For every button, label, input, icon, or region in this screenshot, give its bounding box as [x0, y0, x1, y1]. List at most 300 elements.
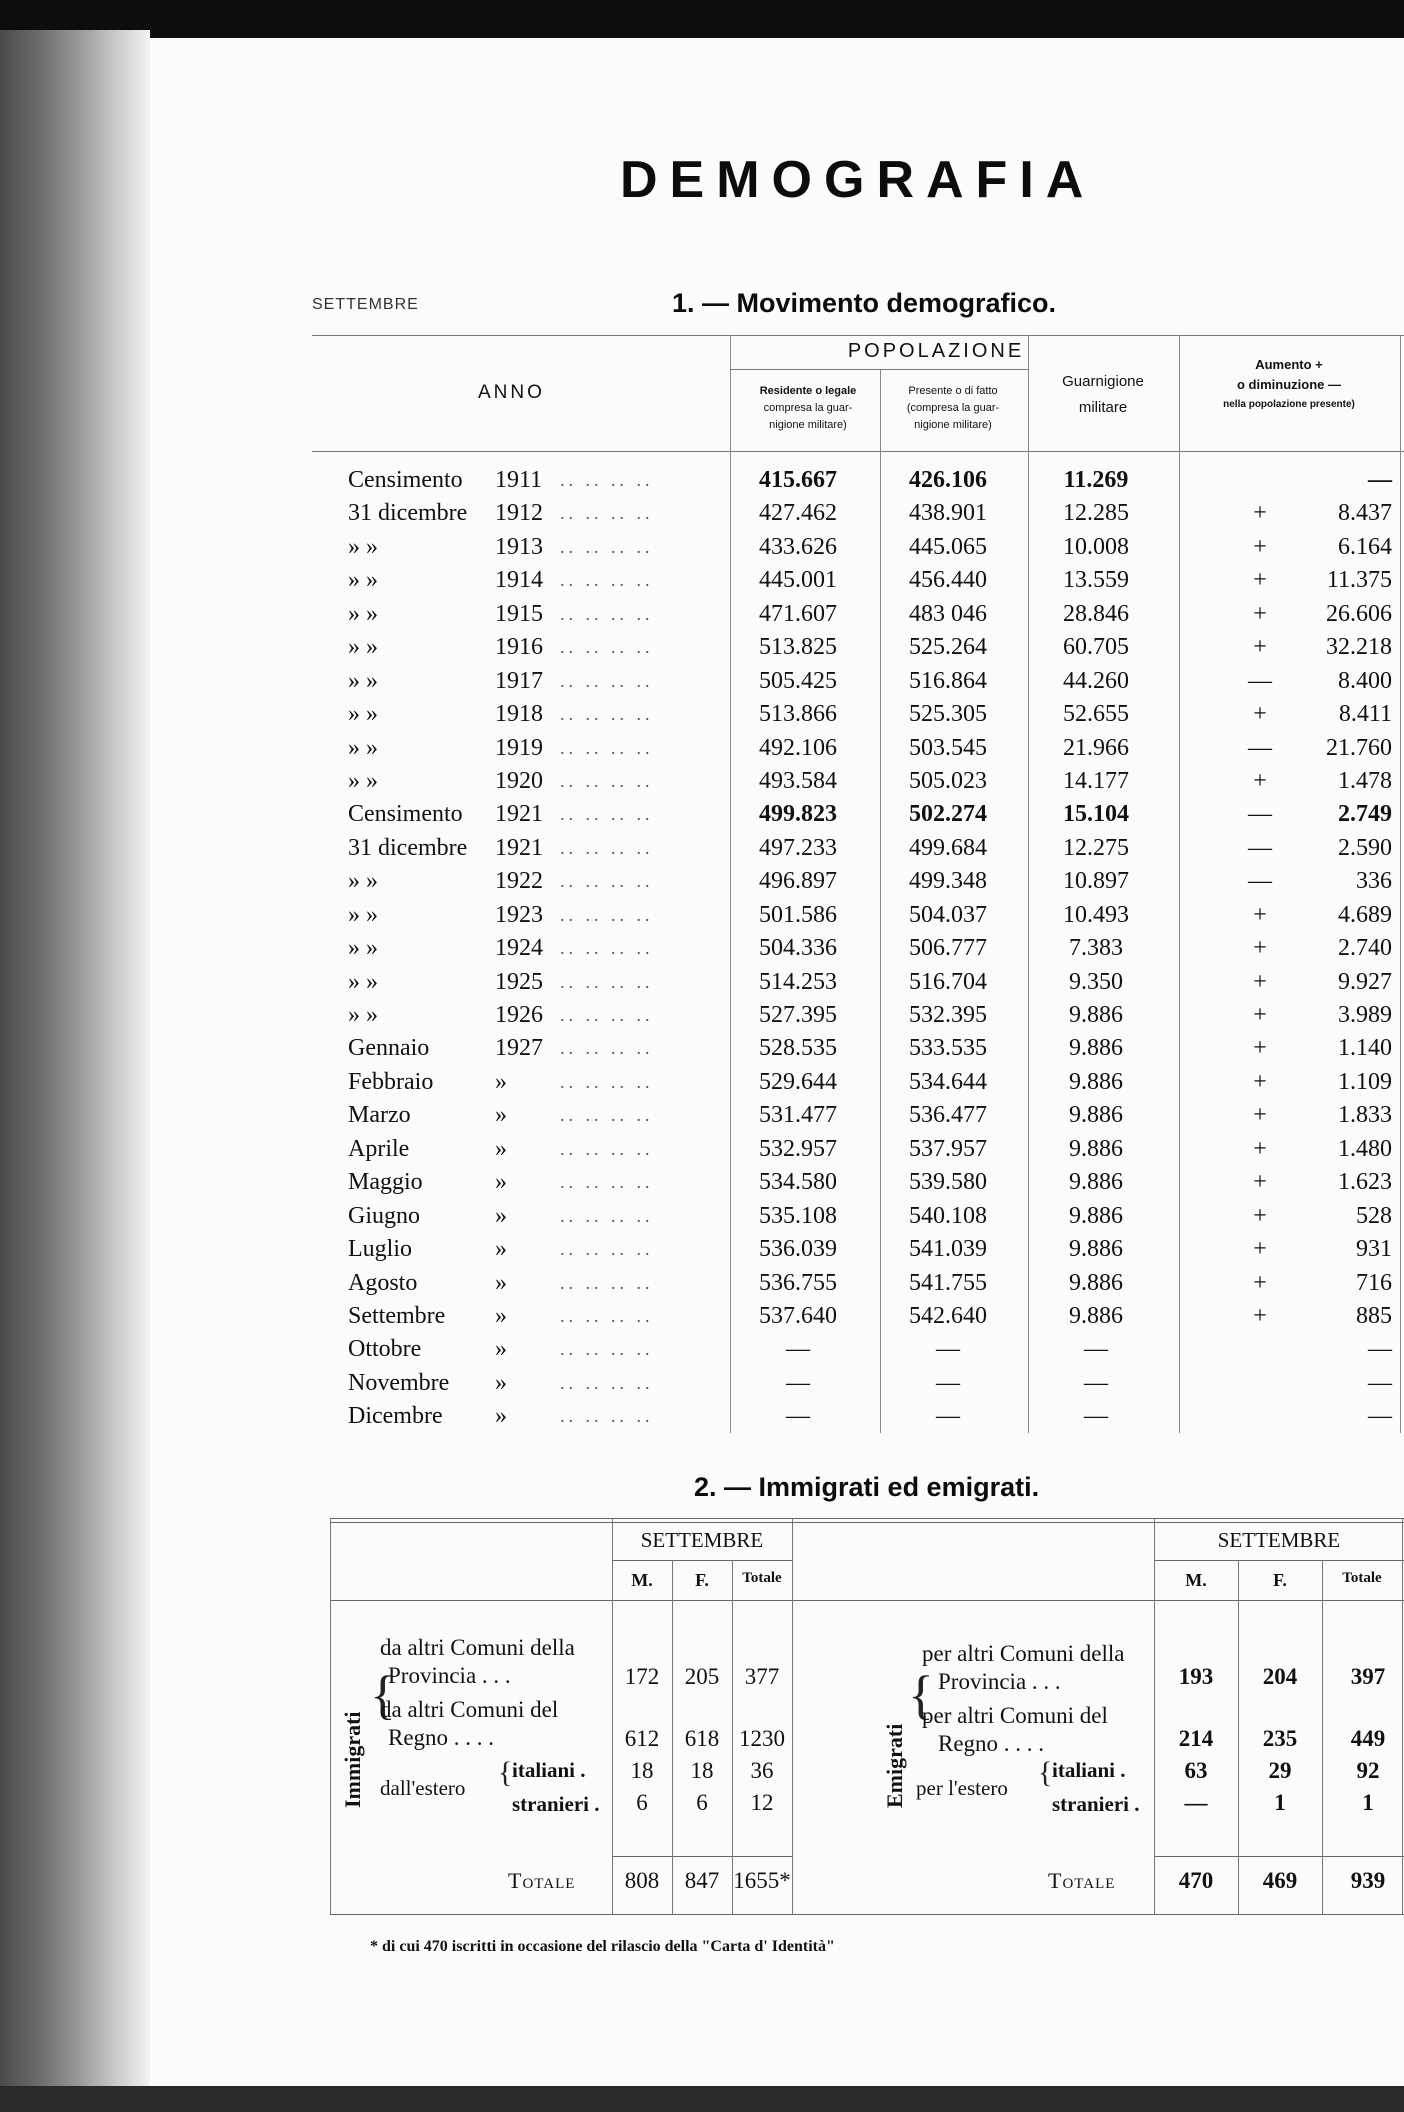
emigrati-stranieri-m: — — [1184, 1790, 1208, 1815]
table-row — [312, 1400, 1404, 1433]
row-residente: — — [786, 1403, 810, 1430]
row-year: 1916 — [495, 634, 543, 661]
immigrati-estero-label: dall'estero — [380, 1776, 466, 1800]
row-residente: 514.253 — [759, 968, 837, 995]
row-guarnigione: 9.886 — [1069, 1202, 1123, 1229]
row-sign: + — [1253, 500, 1267, 527]
row-variazione: 8.411 — [1338, 701, 1392, 728]
immigrati-row1-f: 205 — [684, 1664, 720, 1689]
emigrati-totale-f: 469 — [1262, 1868, 1298, 1893]
immigrati-totale-label: Totale — [508, 1868, 576, 1893]
row-label: 31 dicembre — [348, 834, 468, 861]
row-residente: 535.108 — [759, 1202, 837, 1229]
section1-title: 1. — Movimento demografico. — [672, 288, 1057, 318]
row-residente: 499.823 — [759, 801, 837, 828]
immigrati-row1-label-1: da altri Comuni della — [380, 1635, 575, 1660]
table-row — [312, 497, 1404, 530]
row-sign: + — [1253, 1302, 1267, 1329]
row-variazione: — — [1368, 467, 1392, 493]
t2-rule-header-bottom — [330, 1600, 1404, 1601]
row-residente: 493.584 — [759, 767, 837, 794]
row-leader-dots: .. .. .. .. — [560, 536, 654, 557]
header-presente-line1: Presente o di fatto — [908, 385, 998, 397]
section2-title: 2. — Immigrati ed emigrati. — [694, 1472, 1040, 1502]
row-year: 1926 — [495, 1002, 543, 1028]
row-sign: + — [1253, 1202, 1267, 1229]
emigrati-row2-tot: 449 — [1350, 1726, 1386, 1751]
row-residente: — — [786, 1336, 810, 1363]
immigrati-emigrati-table — [312, 1518, 1404, 1918]
row-label: Censimento — [348, 467, 463, 493]
row-year: 1920 — [495, 767, 543, 794]
emigrati-row1-tot: 397 — [1350, 1664, 1386, 1689]
table-row — [312, 1200, 1404, 1233]
row-leader-dots: .. .. .. .. — [560, 1339, 654, 1360]
row-leader-dots: .. .. .. .. — [560, 770, 654, 791]
row-residente: 497.233 — [759, 834, 837, 861]
row-residente: 527.395 — [759, 1002, 837, 1028]
emigrati-italiani-label: italiani . — [1052, 1758, 1126, 1782]
row-label: Febbraio — [348, 1068, 434, 1095]
row-presente: 533.535 — [909, 1035, 987, 1062]
row-sign: — — [1248, 868, 1272, 895]
header-rule-bottom — [312, 451, 1404, 452]
row-year: 1914 — [495, 567, 543, 594]
page-title: DEMOGRAFIA — [620, 151, 1096, 209]
row-guarnigione: 14.177 — [1063, 767, 1129, 794]
row-variazione: 8.437 — [1338, 500, 1392, 527]
immigrati-totale-f: 847 — [684, 1868, 720, 1893]
row-year: 1924 — [495, 935, 543, 962]
t2-vline-5 — [792, 1518, 793, 1914]
row-variazione: — — [1368, 1369, 1392, 1396]
row-variazione: 8.400 — [1338, 667, 1392, 694]
immigrati-totale-tot: 1655* — [733, 1868, 791, 1893]
row-year: 1919 — [495, 734, 543, 761]
row-label: » » — [348, 667, 378, 694]
row-guarnigione: — — [1084, 1336, 1108, 1363]
row-label: Censimento — [348, 801, 463, 828]
row-residente: 534.580 — [759, 1169, 837, 1196]
row-year: 1913 — [495, 533, 543, 560]
row-variazione: 931 — [1356, 1236, 1392, 1263]
row-leader-dots: .. .. .. .. — [560, 670, 654, 691]
immigrati-italiani-f: 18 — [690, 1758, 714, 1783]
row-presente: — — [936, 1403, 960, 1430]
row-guarnigione: 52.655 — [1063, 701, 1129, 728]
header-aumento-line3: nella popolazione presente) — [1223, 399, 1355, 410]
row-presente: 534.644 — [909, 1068, 987, 1095]
table-row — [312, 932, 1404, 965]
immigrati-brace-icon: { — [370, 1665, 396, 1725]
row-variazione: 336 — [1356, 868, 1392, 895]
row-presente: 540.108 — [909, 1202, 987, 1229]
immigrati-row2-tot: 1230 — [739, 1726, 785, 1751]
immigrati-month: SETTEMBRE — [640, 1528, 764, 1552]
row-leader-dots: .. .. .. .. — [560, 1005, 654, 1025]
row-leader-dots: .. .. .. .. — [560, 1038, 654, 1059]
row-label: » » — [348, 1002, 378, 1028]
row-leader-dots: .. .. .. .. — [560, 1239, 654, 1260]
row-presente: 438.901 — [909, 500, 987, 527]
emigrati-group-label: Emigrati — [882, 1723, 907, 1808]
immigrati-group-label: Immigrati — [340, 1711, 365, 1808]
header-presente-line3: nigione militare) — [914, 419, 992, 431]
row-leader-dots: .. .. .. .. — [560, 704, 654, 725]
t2-rule-top-double — [330, 1522, 1404, 1523]
header-guarnigione-line1: Guarnigione — [1062, 373, 1144, 390]
row-residente: 505.425 — [759, 667, 837, 694]
row-guarnigione: 9.886 — [1069, 1102, 1123, 1129]
table-row — [312, 598, 1404, 631]
month-label: SETTEMBRE — [312, 296, 419, 313]
row-label: Dicembre — [348, 1403, 443, 1430]
row-year: 1922 — [495, 868, 543, 895]
table-row — [312, 665, 1404, 698]
row-sign: + — [1253, 1169, 1267, 1196]
row-label: Novembre — [348, 1369, 450, 1396]
row-leader-dots: .. .. .. .. — [560, 1105, 654, 1126]
row-guarnigione: 44.260 — [1063, 667, 1129, 694]
row-year: 1911 — [495, 467, 543, 493]
table-row — [312, 966, 1404, 999]
immigrati-row2-label-1: da altri Comuni del — [380, 1697, 559, 1722]
row-residente: 513.866 — [759, 701, 837, 728]
table-row — [312, 464, 1404, 497]
row-label: » » — [348, 968, 378, 995]
table-body — [312, 464, 1404, 1434]
t2-vline-1 — [330, 1518, 331, 1914]
table-row — [312, 1032, 1404, 1065]
header-anno: ANNO — [478, 382, 545, 403]
row-presente: 426.106 — [909, 467, 987, 493]
table-row — [312, 631, 1404, 664]
row-label: Marzo — [348, 1102, 411, 1129]
row-guarnigione: 9.886 — [1069, 1302, 1123, 1329]
row-guarnigione: 12.285 — [1063, 500, 1129, 527]
emigrati-row2-f: 235 — [1262, 1726, 1298, 1751]
row-residente: 445.001 — [759, 567, 837, 594]
immigrati-col-f: F. — [695, 1570, 709, 1590]
immigrati-row1-tot: 377 — [744, 1664, 780, 1689]
row-presente: 516.704 — [909, 968, 987, 995]
row-year: 1917 — [495, 667, 543, 694]
table-row — [312, 564, 1404, 597]
row-year: 1923 — [495, 901, 543, 928]
emigrati-totale-label: Totale — [1048, 1868, 1116, 1893]
row-variazione: 528 — [1356, 1202, 1392, 1229]
row-sign: + — [1253, 1068, 1267, 1095]
row-presente: 483 046 — [909, 600, 987, 627]
row-variazione: 885 — [1356, 1302, 1392, 1329]
row-residente: 433.626 — [759, 533, 837, 560]
row-guarnigione: 9.886 — [1069, 1035, 1123, 1062]
immigrati-row1-m: 172 — [624, 1664, 660, 1689]
row-leader-dots: .. .. .. .. — [560, 1305, 654, 1326]
table-row — [312, 1367, 1404, 1400]
row-sign: + — [1253, 935, 1267, 962]
row-sign: + — [1253, 1035, 1267, 1062]
t2-rule-top — [330, 1518, 1404, 1519]
row-variazione: 21.760 — [1326, 734, 1392, 761]
t2-vline-7 — [1238, 1560, 1239, 1914]
t2-rule-month-left — [612, 1560, 792, 1561]
row-presente: 542.640 — [909, 1302, 987, 1329]
table-row — [312, 765, 1404, 798]
row-residente: 415.667 — [759, 467, 837, 493]
emigrati-stranieri-tot: 1 — [1362, 1790, 1374, 1815]
row-variazione: — — [1368, 1403, 1392, 1430]
row-sign: — — [1248, 734, 1272, 761]
row-label: » » — [348, 868, 378, 895]
header-residente — [730, 383, 886, 434]
emigrati-italiani-f: 29 — [1268, 1758, 1292, 1783]
table-row — [312, 1233, 1404, 1266]
header-guarnigione — [1028, 369, 1178, 421]
row-residente: 427.462 — [759, 500, 837, 527]
row-sign: + — [1253, 968, 1267, 995]
row-variazione: 1.140 — [1338, 1035, 1392, 1062]
row-leader-dots: .. .. .. .. — [560, 637, 654, 658]
row-variazione: 2.740 — [1338, 935, 1392, 962]
row-presente: 506.777 — [909, 935, 987, 962]
row-year: » — [495, 1269, 507, 1296]
row-leader-dots: .. .. .. .. — [560, 938, 654, 959]
immigrati-row2-m: 612 — [624, 1726, 660, 1751]
movimento-demografico-table — [312, 335, 1404, 1435]
row-year: 1912 — [495, 500, 543, 527]
table-row — [312, 999, 1404, 1032]
row-guarnigione: — — [1084, 1369, 1108, 1396]
row-label: Gennaio — [348, 1035, 430, 1062]
header-aumento-line2: o diminuzione — — [1237, 377, 1341, 392]
table-row — [312, 899, 1404, 932]
immigrati-totale-m: 808 — [624, 1868, 660, 1893]
header-presente-line2: (compresa la guar- — [906, 402, 1000, 414]
row-residente: 492.106 — [759, 734, 837, 761]
row-label: Ottobre — [348, 1336, 422, 1363]
scan-border-left — [0, 30, 150, 2112]
table-rule-top — [312, 335, 1404, 336]
row-presente: 499.348 — [909, 868, 987, 895]
row-guarnigione: 9.886 — [1069, 1135, 1123, 1162]
emigrati-stranieri-label: stranieri . — [1052, 1792, 1140, 1816]
row-guarnigione: 7.383 — [1069, 935, 1123, 962]
emigrati-col-m: M. — [1185, 1570, 1207, 1590]
row-variazione: — — [1368, 1336, 1392, 1363]
row-presente: 525.264 — [909, 634, 987, 661]
row-label: » » — [348, 935, 378, 962]
table-row — [312, 832, 1404, 865]
immigrati-row2-f: 618 — [684, 1726, 720, 1751]
row-label: » » — [348, 734, 378, 761]
row-label: » » — [348, 701, 378, 728]
row-sign: — — [1248, 667, 1272, 694]
table-row — [312, 865, 1404, 898]
emigrati-col-totale: Totale — [1342, 1570, 1382, 1586]
row-presente: 499.684 — [909, 834, 987, 861]
row-guarnigione: 10.008 — [1063, 533, 1129, 560]
row-presente: 541.755 — [909, 1269, 987, 1296]
table-row — [312, 1099, 1404, 1132]
row-sign: + — [1253, 701, 1267, 728]
row-sign: + — [1253, 1269, 1267, 1296]
row-leader-dots: .. .. .. .. — [560, 1138, 654, 1159]
header-aumento — [1179, 355, 1399, 415]
row-presente: 532.395 — [909, 1002, 987, 1028]
scan-border-bottom — [0, 2086, 1404, 2112]
popolazione-rule — [730, 369, 1028, 370]
emigrati-totale-m: 470 — [1178, 1868, 1214, 1893]
row-presente: 456.440 — [909, 567, 987, 594]
immigrati-stranieri-tot: 12 — [750, 1790, 774, 1815]
immigrati-row2-label-2: Regno . . . . — [388, 1725, 495, 1750]
emigrati-italiani-tot: 92 — [1356, 1758, 1380, 1783]
row-guarnigione: 9.886 — [1069, 1068, 1123, 1095]
immigrati-stranieri-m: 6 — [636, 1790, 648, 1815]
row-presente: 502.274 — [909, 801, 987, 828]
row-guarnigione: 13.559 — [1063, 567, 1129, 594]
table-row — [312, 1333, 1404, 1366]
row-residente: 471.607 — [759, 600, 837, 627]
table-row — [312, 1267, 1404, 1300]
row-variazione: 1.480 — [1338, 1135, 1392, 1162]
emigrati-col-f: F. — [1273, 1570, 1287, 1590]
emigrati-row1-f: 204 — [1262, 1664, 1298, 1689]
row-variazione: 1.109 — [1338, 1068, 1392, 1095]
row-variazione: 1.623 — [1338, 1169, 1392, 1196]
t2-rule-total-right — [1154, 1856, 1404, 1857]
header-presente — [880, 383, 1026, 434]
row-residente: 532.957 — [759, 1135, 837, 1162]
emigrati-row1-m: 193 — [1178, 1664, 1214, 1689]
table-row — [312, 531, 1404, 564]
row-year: 1915 — [495, 600, 543, 627]
row-leader-dots: .. .. .. .. — [560, 1406, 654, 1427]
row-guarnigione: 60.705 — [1063, 634, 1129, 661]
row-leader-dots: .. .. .. .. — [560, 737, 654, 758]
emigrati-row1-label-2: Provincia . . . — [938, 1669, 1061, 1694]
row-guarnigione: 9.350 — [1069, 968, 1123, 995]
row-year: » — [495, 1169, 507, 1196]
row-label: Maggio — [348, 1169, 423, 1196]
immigrati-italiani-tot: 36 — [750, 1758, 774, 1783]
row-leader-dots: .. .. .. .. — [560, 1071, 654, 1092]
row-guarnigione: 10.897 — [1063, 868, 1129, 895]
row-leader-dots: .. .. .. .. — [560, 904, 654, 925]
row-residente: 529.644 — [759, 1068, 837, 1095]
emigrati-row1-label-1: per altri Comuni della — [922, 1641, 1125, 1666]
immigrati-italiani-label: italiani . — [512, 1758, 586, 1782]
row-residente: 528.535 — [759, 1035, 837, 1062]
table-row — [312, 1133, 1404, 1166]
row-guarnigione: 9.886 — [1069, 1236, 1123, 1263]
row-presente: 541.039 — [909, 1236, 987, 1263]
row-residente: 513.825 — [759, 634, 837, 661]
row-sign: + — [1253, 600, 1267, 627]
row-label: » » — [348, 533, 378, 560]
row-guarnigione: 9.886 — [1069, 1269, 1123, 1296]
row-variazione: 32.218 — [1326, 634, 1392, 661]
immigrati-estero-brace-icon: { — [498, 1756, 513, 1789]
row-label: » » — [348, 567, 378, 594]
row-guarnigione: 11.269 — [1063, 467, 1129, 493]
row-presente: 516.864 — [909, 667, 987, 694]
row-leader-dots: .. .. .. .. — [560, 1172, 654, 1193]
table-row — [312, 732, 1404, 765]
immigrati-col-totale: Totale — [742, 1570, 782, 1586]
row-presente: — — [936, 1336, 960, 1363]
row-variazione: 11.375 — [1326, 567, 1392, 594]
row-label: Agosto — [348, 1269, 418, 1296]
table-row — [312, 1300, 1404, 1333]
t2-rule-bottom — [330, 1914, 1404, 1915]
row-sign: + — [1253, 533, 1267, 560]
row-presente: 503.545 — [909, 734, 987, 761]
row-presente: — — [936, 1369, 960, 1396]
row-guarnigione: 10.493 — [1063, 901, 1129, 928]
row-year: 1925 — [495, 968, 543, 995]
row-sign: + — [1253, 1236, 1267, 1263]
emigrati-brace-icon: { — [908, 1665, 934, 1725]
row-variazione: 9.927 — [1338, 968, 1392, 995]
emigrati-stranieri-f: 1 — [1274, 1790, 1286, 1815]
row-residente: 496.897 — [759, 868, 837, 895]
row-year: » — [495, 1336, 507, 1363]
row-guarnigione: 15.104 — [1063, 801, 1129, 828]
row-label: » » — [348, 600, 378, 627]
row-variazione: 1.478 — [1338, 767, 1392, 794]
row-presente: 536.477 — [909, 1102, 987, 1129]
row-residente: 537.640 — [759, 1302, 837, 1329]
immigrati-col-m: M. — [631, 1570, 653, 1590]
row-leader-dots: .. .. .. .. — [560, 570, 654, 591]
row-residente: 501.586 — [759, 901, 837, 928]
row-label: 31 dicembre — [348, 500, 468, 527]
row-leader-dots: .. .. .. .. — [560, 470, 654, 490]
row-year: » — [495, 1403, 507, 1430]
emigrati-italiani-m: 63 — [1184, 1758, 1208, 1783]
row-leader-dots: .. .. .. .. — [560, 503, 654, 524]
row-variazione: 1.833 — [1338, 1102, 1392, 1129]
row-label: Settembre — [348, 1302, 446, 1329]
row-sign: + — [1253, 901, 1267, 928]
emigrati-estero-brace-icon: { — [1038, 1756, 1053, 1789]
row-residente: — — [786, 1369, 810, 1396]
row-variazione: 4.689 — [1338, 901, 1392, 928]
emigrati-totale-tot: 939 — [1350, 1868, 1386, 1893]
row-year: 1927 — [495, 1035, 543, 1062]
table-row — [312, 1066, 1404, 1099]
header-guarnigione-line2: militare — [1078, 399, 1128, 416]
emigrati-row2-m: 214 — [1178, 1726, 1214, 1751]
row-year: » — [495, 1102, 507, 1129]
row-sign: + — [1253, 767, 1267, 794]
row-leader-dots: .. .. .. .. — [560, 971, 654, 992]
row-presente: 504.037 — [909, 901, 987, 928]
header-residente-line1: Residente o legale — [759, 385, 857, 397]
row-year: » — [495, 1236, 507, 1263]
row-label: Giugno — [348, 1202, 420, 1229]
row-leader-dots: .. .. .. .. — [560, 603, 654, 624]
row-label: Luglio — [348, 1236, 412, 1263]
row-label: » » — [348, 901, 378, 928]
row-sign: — — [1248, 801, 1272, 828]
header-popolazione: POPOLAZIONE — [847, 340, 1025, 362]
row-guarnigione: 12.275 — [1063, 834, 1129, 861]
row-year: » — [495, 1202, 507, 1229]
row-leader-dots: .. .. .. .. — [560, 1205, 654, 1226]
